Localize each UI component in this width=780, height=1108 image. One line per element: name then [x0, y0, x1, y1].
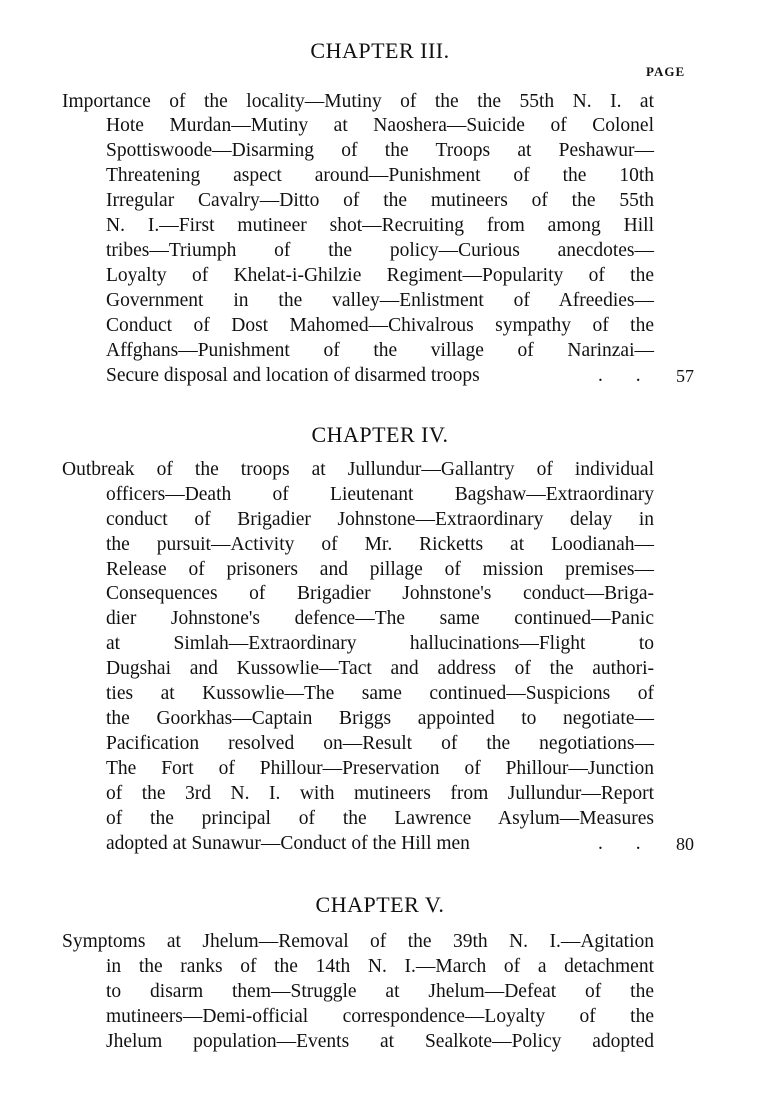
summary-line: in the ranks of the 14th N. I.—March of a detachment: [106, 956, 654, 977]
summary-line: Importance of the locality—Mutiny of the the 55th N. I. at: [62, 91, 654, 112]
summary-line: Symptoms at Jhelum—Removal of the 39th N. I.—Agitation: [62, 931, 654, 952]
summary-line: dier Johnstone's defence—The same continued—Panic: [106, 608, 654, 629]
summary-line: Irregular Cavalry—Ditto of the mutineers of the 55th: [106, 190, 654, 211]
summary-line: at Simlah—Extraordinary hallucinations—Flight to: [106, 633, 654, 654]
chapter-iii-heading: CHAPTER III.: [310, 38, 450, 63]
dot-leader: . .: [598, 365, 655, 386]
summary-line: Spottiswoode—Disarming of the Troops at Peshawur—: [106, 140, 654, 161]
summary-line: Pacification resolved on—Result of the negotiations—: [106, 733, 654, 754]
summary-line: tribes—Triumph of the policy—Curious anecdotes—: [106, 240, 654, 261]
chapter-v-heading: CHAPTER V.: [315, 892, 445, 917]
summary-line: Release of prisoners and pillage of mission premises—: [106, 559, 654, 580]
page-number: 57: [676, 366, 694, 386]
summary-line: Loyalty of Khelat-i-Ghilzie Regiment—Popularity of the: [106, 265, 654, 286]
summary-line: Government in the valley—Enlistment of Afreedies—: [106, 290, 654, 311]
summary-line: The Fort of Phillour—Preservation of Phillour—Junction: [106, 758, 654, 779]
page-number: 80: [676, 834, 694, 854]
page-column-label: PAGE: [646, 64, 686, 79]
summary-line: adopted at Sunawur—Conduct of the Hill men: [106, 833, 470, 854]
summary-line: officers—Death of Lieutenant Bagshaw—Extraordinary: [106, 484, 654, 505]
summary-line: Affghans—Punishment of the village of Narinzai—: [106, 340, 654, 361]
summary-line: N. I.—First mutineer shot—Recruiting from among Hill: [106, 215, 654, 236]
dot-leader: . .: [598, 833, 655, 854]
summary-line: to disarm them—Struggle at Jhelum—Defeat of the: [106, 981, 654, 1002]
summary-line: the pursuit—Activity of Mr. Ricketts at Loodianah—: [106, 534, 654, 555]
summary-line: ties at Kussowlie—The same continued—Suspicions of: [106, 683, 654, 704]
summary-line: Jhelum population—Events at Sealkote—Policy adopted: [106, 1031, 654, 1052]
summary-line: Outbreak of the troops at Jullundur—Gallantry of individual: [62, 459, 654, 480]
summary-line: the Goorkhas—Captain Briggs appointed to negotiate—: [106, 708, 654, 729]
summary-line: Conduct of Dost Mahomed—Chivalrous sympathy of the: [106, 315, 654, 336]
summary-line: Dugshai and Kussowlie—Tact and address of the authori-: [106, 658, 654, 679]
summary-line: conduct of Brigadier Johnstone—Extraordinary delay in: [106, 509, 654, 530]
summary-line: of the 3rd N. I. with mutineers from Jullundur—Report: [106, 783, 654, 804]
summary-line: Consequences of Brigadier Johnstone's conduct—Briga-: [106, 583, 654, 604]
chapter-iv-heading: CHAPTER IV.: [311, 422, 449, 447]
summary-line: Secure disposal and location of disarmed troops: [106, 365, 480, 386]
summary-line: of the principal of the Lawrence Asylum—Measures: [106, 808, 654, 829]
summary-line: mutineers—Demi-official correspondence—Loyalty of the: [106, 1006, 654, 1027]
summary-line: Threatening aspect around—Punishment of the 10th: [106, 165, 654, 186]
summary-line: Hote Murdan—Mutiny at Naoshera—Suicide of Colonel: [106, 115, 654, 136]
